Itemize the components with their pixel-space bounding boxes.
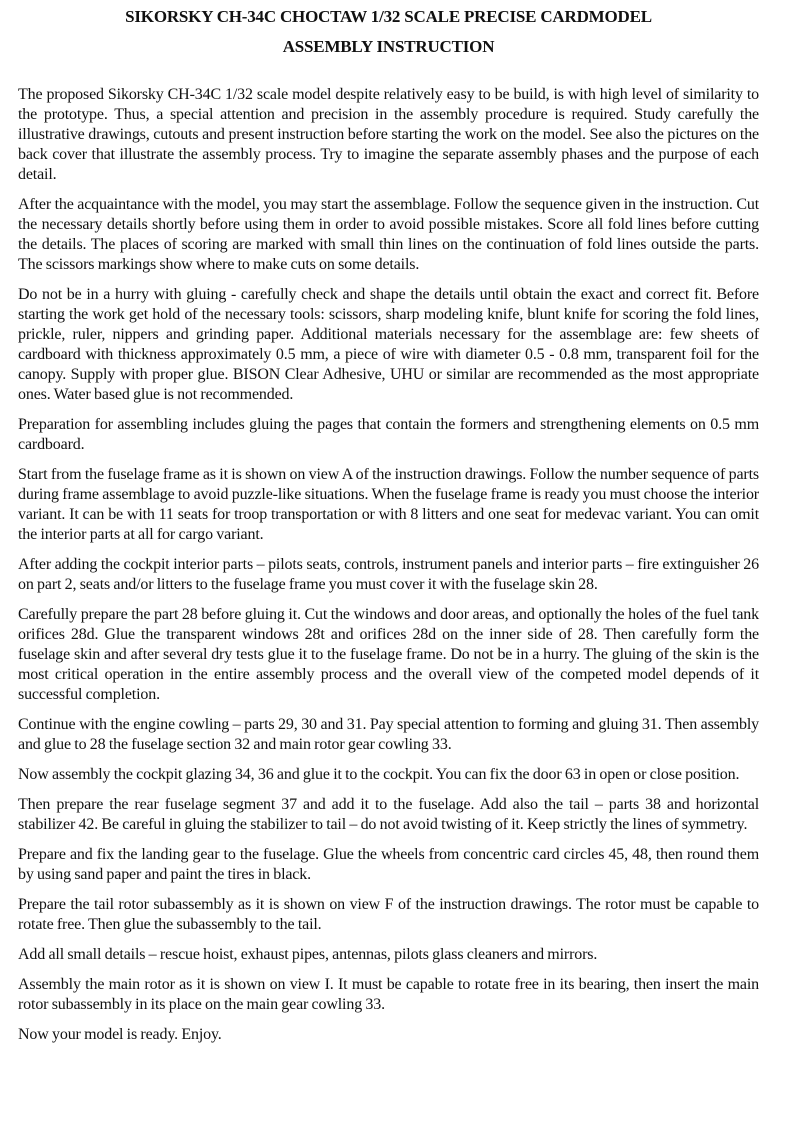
paragraph-cockpit-interior: After adding the cockpit interior parts – pilots seats, controls, instrument panels and interior parts – fire extinguisher 26 on part 2, seats and/or litters to the fuselage frame you must cover it with the fuselage skin 28. xyxy=(18,556,759,593)
paragraph-introduction: The proposed Sikorsky CH-34C 1/32 scale model despite relatively easy to be build, is with high level of similarity to the prototype. Thus, a special attention and precision in the assembly procedure is required. Study carefully the illustrative drawings, cutouts and present instruction before starting the work on the model. See also the pictures on the back cover that illustrate the assembly process. Try to imagine the separate assembly phases and the purpose of each detail. xyxy=(18,86,759,183)
paragraph-engine-cowling: Continue with the engine cowling – parts 29, 30 and 31. Pay special attention to forming and gluing 31. Then assembly and glue to 28 the fuselage section 32 and main rotor gear cowling 33. xyxy=(18,716,759,753)
paragraph-assemblage-sequence: After the acquaintance with the model, you may start the assemblage. Follow the sequence given in the instruction. Cut the necessary details shortly before using them in order to avoid possible mistakes. Score all fold lines before cutting the details. The places of scoring are marked with small thin lines on the continuation of fold lines outside the parts. The scissors markings show where to make cuts on some details. xyxy=(18,196,759,273)
paragraph-preparation: Preparation for assembling includes gluing the pages that contain the formers and strengthening elements on 0.5 mm cardboard. xyxy=(18,416,759,453)
paragraph-tools-and-materials: Do not be in a hurry with gluing - carefully check and shape the details until obtain the exact and correct fit. Before starting the work get hold of the necessary tools: scissors, sharp modeling knife, blunt knife for scoring the fold lines, prickle, ruler, nippers and grinding paper. Additional materials necessary for the assemblage are: few sheets of cardboard with thickness approximately 0.5 mm, a piece of wire with diameter 0.5 - 0.8 mm, transparent foil for the canopy. Supply with proper glue. BISON Clear Adhesive, UHU or similar are recommended as the most appropriate ones. Water based glue is not recommended. xyxy=(18,286,759,403)
paragraph-small-details: Add all small details – rescue hoist, exhaust pipes, antennas, pilots glass cleaners and mirrors. xyxy=(18,946,598,963)
paragraph-cockpit-glazing: Now assembly the cockpit glazing 34, 36 and glue it to the cockpit. You can fix the door 63 in open or close position. xyxy=(18,766,740,783)
paragraph-fuselage-frame: Start from the fuselage frame as it is shown on view A of the instruction drawings. Follow the number sequence of parts during frame assemblage to avoid puzzle-like situations. When the fuselage frame is ready you must choose the interior variant. It can be with 11 seats for troop transportation or with 8 litters and one seat for medevac variant. You can omit the interior parts at all for cargo variant. xyxy=(18,466,759,543)
paragraph-main-rotor: Assembly the main rotor as it is shown on view I. It must be capable to rotate free in its bearing, then insert the main rotor subassembly in its place on the main gear cowling 33. xyxy=(18,976,759,1013)
paragraph-conclusion: Now your model is ready. Enjoy. xyxy=(18,1026,222,1043)
paragraph-landing-gear: Prepare and fix the landing gear to the fuselage. Glue the wheels from concentric card circles 45, 48, then round them by using sand paper and paint the tires in black. xyxy=(18,846,759,883)
paragraph-rear-fuselage-tail: Then prepare the rear fuselage segment 37 and add it to the fuselage. Add also the tail – parts 38 and horizontal stabilizer 42. Be careful in gluing the stabilizer to tail – do not avoid twisting of it. Keep strictly the lines of symmetry. xyxy=(18,796,759,833)
paragraph-fuselage-skin: Carefully prepare the part 28 before gluing it. Cut the windows and door areas, and optionally the holes of the fuel tank orifices 28d. Glue the transparent windows 28t and orifices 28d on the inner side of 28. Then carefully form the fuselage skin and after several dry tests glue it to the fuselage frame. Do not be in a hurry. The gluing of the skin is the most critical operation in the entire assembly process and the overall view of the competed model depends of it successful completion. xyxy=(18,606,759,703)
document-subtitle: ASSEMBLY INSTRUCTION xyxy=(282,37,495,56)
paragraph-tail-rotor: Prepare the tail rotor subassembly as it is shown on view F of the instruction drawings. The rotor must be capable to rotate free. Then glue the subassembly to the tail. xyxy=(18,896,759,933)
document-body xyxy=(18,85,759,1045)
document-title: SIKORSKY CH-34C CHOCTAW 1/32 SCALE PRECISE CARDMODEL xyxy=(125,7,652,26)
instruction-page xyxy=(18,0,759,1045)
